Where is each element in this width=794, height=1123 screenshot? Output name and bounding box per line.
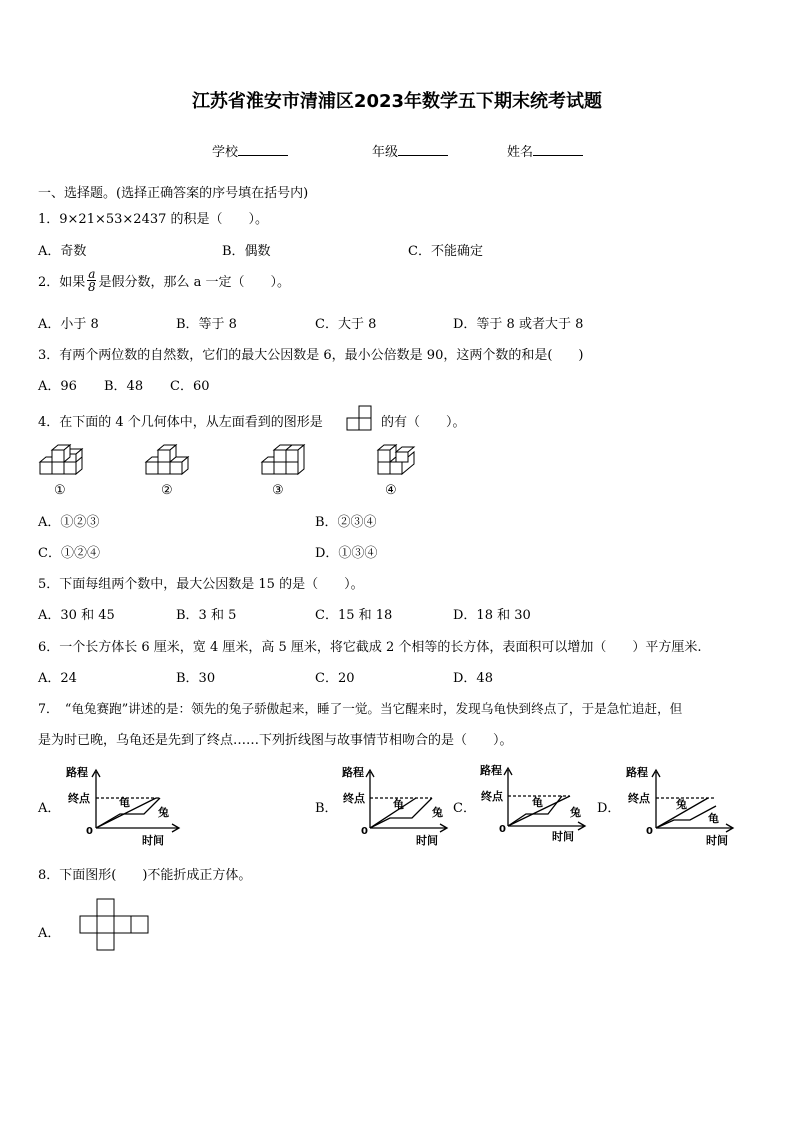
- rabbit-label: 兔: [676, 798, 687, 811]
- rabbit-label: 兔: [432, 806, 443, 819]
- q2-option-a[interactable]: A．小于 8: [38, 317, 99, 332]
- q1-option-c[interactable]: C．不能确定: [408, 244, 483, 259]
- school-blank[interactable]: [238, 143, 288, 156]
- school-label: 学校: [212, 145, 239, 160]
- q5-option-a[interactable]: A．30 和 45: [38, 608, 115, 623]
- end-label: 终点: [481, 790, 503, 803]
- q4-option-a[interactable]: A．①②③: [38, 515, 100, 530]
- cube-figure-2: [142, 442, 196, 478]
- school-field[interactable]: [212, 141, 288, 160]
- q8-option-a[interactable]: A．: [38, 926, 61, 941]
- axis-label-time: 时间: [142, 834, 164, 846]
- origin-label: 0: [86, 826, 93, 837]
- q6-option-d[interactable]: D．48: [453, 671, 493, 686]
- page-title: 江苏省淮安市清浦区2023年数学五下期末统考试题: [191, 91, 603, 112]
- q6-option-a[interactable]: A．24: [38, 671, 77, 686]
- rabbit-label: 兔: [570, 806, 581, 819]
- axis-label-distance: 路程: [480, 764, 502, 777]
- fraction-numerator: a: [88, 267, 96, 281]
- axis-label-distance: 路程: [342, 766, 364, 779]
- q5-option-b[interactable]: B．3 和 5: [176, 608, 237, 623]
- axis-label-distance: 路程: [66, 766, 88, 779]
- origin-label: 0: [646, 826, 653, 837]
- axis-label-time: 时间: [706, 834, 728, 846]
- axis-label-time: 时间: [552, 830, 574, 843]
- end-label: 终点: [343, 792, 365, 805]
- q2-stem-pre: 2．如果: [38, 275, 86, 290]
- q6-stem: 6．一个长方体长 6 厘米，宽 4 厘米，高 5 厘米，将它截成 2 个相等的长方体，表面积可以增加（ ）平方厘米.: [38, 640, 702, 655]
- rabbit-label: 兔: [158, 806, 169, 819]
- figure-label-1: ①: [54, 483, 66, 498]
- q6-option-c[interactable]: C．20: [315, 671, 355, 686]
- fraction-denominator: 8: [88, 280, 96, 294]
- q8-stem: 8．下面图形( )不能折成正方体。: [38, 868, 252, 883]
- q2-option-b[interactable]: B．等于 8: [176, 317, 237, 332]
- turtle-label: 龟: [708, 812, 719, 825]
- q7-option-d[interactable]: D．: [597, 801, 621, 816]
- turtle-label: 龟: [532, 796, 543, 809]
- race-graph-b: [340, 762, 450, 846]
- q1-option-a[interactable]: A．奇数: [38, 244, 87, 259]
- q2-option-d[interactable]: D．等于 8 或者大于 8: [453, 317, 584, 332]
- figure-label-2: ②: [161, 483, 173, 498]
- q7-option-c[interactable]: C．: [453, 801, 476, 816]
- q2-stem-post: 是假分数，那么 a 一定（ ）。: [98, 275, 290, 290]
- section-heading: 一、选择题。(选择正确答案的序号填在括号内): [38, 186, 309, 201]
- name-label: 姓名: [507, 145, 534, 160]
- q5-stem: 5．下面每组两个数中，最大公因数是 15 的是（ ）。: [38, 577, 364, 592]
- q4-option-c[interactable]: C．①②④: [38, 546, 100, 561]
- q7-stem-line2: 是为时已晚，乌龟还是先到了终点……下列折线图与故事情节相吻合的是（ ）。: [38, 733, 513, 748]
- turtle-label: 龟: [119, 796, 130, 809]
- end-label: 终点: [68, 792, 90, 805]
- q5-option-d[interactable]: D．18 和 30: [453, 608, 531, 623]
- q7-option-b[interactable]: B．: [315, 801, 338, 816]
- grade-label: 年级: [372, 145, 399, 160]
- end-label: 终点: [628, 792, 650, 805]
- q2-stem: [38, 268, 290, 293]
- grade-blank[interactable]: [398, 143, 448, 156]
- axis-label-time: 时间: [416, 834, 438, 846]
- q7-option-a[interactable]: A．: [38, 801, 61, 816]
- q7-stem-line1: 7． “龟兔赛跑”讲述的是：领先的兔子骄傲起来，睡了一觉。当它醒来时，发现乌龟快到终点了，于是急忙追赶，但: [38, 701, 683, 716]
- q4-option-b[interactable]: B．②③④: [315, 515, 377, 530]
- q3-stem: 3．有两个两位数的自然数，它们的最大公因数是 6，最小公倍数是 90，这两个数的和是( ): [38, 348, 584, 363]
- name-field[interactable]: [507, 141, 583, 160]
- q1-option-b[interactable]: B．偶数: [222, 244, 271, 259]
- race-graph-d: [624, 762, 738, 846]
- origin-label: 0: [499, 824, 506, 835]
- q4-stem-pre: 4．在下面的 4 个几何体中，从左面看到的图形是: [38, 415, 323, 430]
- cube-figure-1: [36, 442, 90, 478]
- q3-option-a[interactable]: A．96: [38, 379, 77, 394]
- cube-net-a: [79, 897, 153, 955]
- q1-stem: 1．9×21×53×2437 的积是（ ）。: [38, 212, 269, 227]
- cube-figure-3: [258, 442, 312, 478]
- q4-option-d[interactable]: D．①③④: [315, 546, 378, 561]
- name-blank[interactable]: [533, 143, 583, 156]
- grade-field[interactable]: [372, 141, 448, 160]
- origin-label: 0: [361, 826, 368, 837]
- figure-label-3: ③: [272, 483, 284, 498]
- race-graph-c: [478, 760, 588, 844]
- q5-option-c[interactable]: C．15 和 18: [315, 608, 393, 623]
- q6-option-b[interactable]: B．30: [176, 671, 216, 686]
- q3-option-b[interactable]: B．48: [104, 379, 144, 394]
- figure-label-4: ④: [385, 483, 397, 498]
- turtle-label: 龟: [393, 798, 404, 811]
- race-graph-a: [64, 762, 184, 846]
- axis-label-distance: 路程: [626, 766, 648, 779]
- q3-option-c[interactable]: C．60: [170, 379, 210, 394]
- q4-stem-post: 的有（ ）。: [381, 415, 466, 430]
- fraction-a-over-8: [87, 268, 96, 293]
- cube-figure-4: [372, 442, 426, 478]
- side-view-shape-icon: [345, 405, 375, 432]
- q2-option-c[interactable]: C．大于 8: [315, 317, 377, 332]
